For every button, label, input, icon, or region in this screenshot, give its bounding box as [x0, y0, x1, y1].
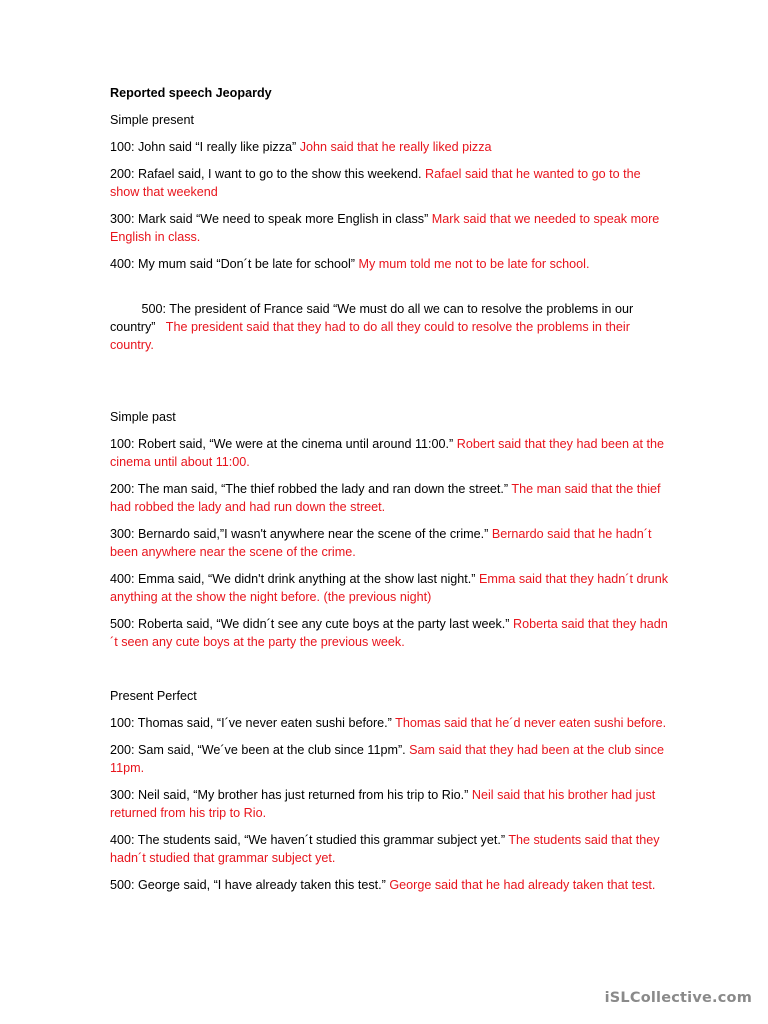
answer-text: Rafael said that he wanted to go to the show that weekend — [110, 167, 641, 199]
question-item — [110, 714, 670, 732]
question-item — [110, 786, 670, 822]
question-prompt: 400: Emma said, “We didn't drink anything at the show last night.” — [110, 572, 479, 586]
section-simple-past — [110, 408, 670, 651]
question-item — [110, 435, 670, 471]
question-item — [110, 615, 670, 651]
question-prompt: 100: Robert said, “We were at the cinema until around 11:00.” — [110, 437, 457, 451]
question-item — [110, 255, 670, 273]
answer-text: The students said that they hadn´t studied that grammar subject yet. — [110, 833, 660, 865]
section-heading: Simple past — [110, 410, 176, 424]
section-heading: Present Perfect — [110, 689, 197, 703]
answer-text: Thomas said that he´d never eaten sushi before. — [395, 716, 667, 730]
answer-text: John said that he really liked pizza — [299, 140, 492, 154]
section-simple-present — [110, 111, 670, 372]
question-item — [110, 741, 670, 777]
answer-text: Mark said that we needed to speak more English in class. — [110, 212, 660, 244]
section-heading: Simple present — [110, 113, 194, 127]
answer-text: Neil said that his brother had just returned from his trip to Rio. — [110, 788, 656, 820]
question-prompt: 200: The man said, “The thief robbed the lady and ran down the street.” — [110, 482, 512, 496]
answer-text: The man said that the thief had robbed the lady and had run down the street. — [110, 482, 661, 514]
question-prompt: 400: The students said, “We haven´t studied this grammar subject yet.” — [110, 833, 509, 847]
question-item — [110, 525, 670, 561]
question-prompt: 200: Sam said, “We´ve been at the club since 11pm”. — [110, 743, 410, 757]
section-spacer — [110, 660, 670, 687]
question-prompt: 100: John said “I really like pizza” — [110, 140, 300, 154]
answer-text: Roberta said that they hadn´t seen any cute boys at the party the previous week. — [110, 617, 668, 649]
answer-text: Sam said that they had been at the club since 11pm. — [110, 743, 664, 775]
question-item — [110, 165, 670, 201]
question-item — [110, 210, 670, 246]
question-prompt: 500: The president of France said “We must do all we can to resolve the problems in our country” — [110, 302, 637, 334]
answer-text: George said that he had already taken that test. — [389, 878, 656, 892]
question-prompt: 400: My mum said “Don´t be late for school” — [110, 257, 359, 271]
section-spacer — [110, 381, 670, 408]
watermark-logo: iSLCollective.com — [604, 990, 752, 1006]
question-item — [110, 570, 670, 606]
question-prompt: 200: Rafael said, I want to go to the show this weekend. — [110, 167, 426, 181]
question-prompt: 500: Roberta said, “We didn´t see any cute boys at the party last week.” — [110, 617, 513, 631]
document-title: Reported speech Jeopardy — [110, 86, 272, 100]
question-item — [110, 831, 670, 867]
answer-text: My mum told me not to be late for school. — [358, 257, 590, 271]
question-item — [110, 480, 670, 516]
question-item — [110, 138, 670, 156]
question-prompt: 300: Bernardo said,”I wasn't anywhere near the scene of the crime.” — [110, 527, 492, 541]
answer-text: Robert said that they had been at the cinema until about 11:00. — [110, 437, 665, 469]
answer-text: Emma said that they hadn´t drunk anything at the show the night before. (the previous night) — [110, 572, 668, 604]
answer-text: The president said that they had to do all they could to resolve the problems in their country. — [110, 320, 634, 352]
answer-text: Bernardo said that he hadn´t been anywhere near the scene of the crime. — [110, 527, 652, 559]
document-body — [110, 84, 670, 903]
question-prompt: 500: George said, “I have already taken this test.” — [110, 878, 390, 892]
question-prompt: 300: Neil said, “My brother has just returned from his trip to Rio.” — [110, 788, 472, 802]
question-item — [110, 876, 670, 894]
question-prompt: 100: Thomas said, “I´ve never eaten sushi before.” — [110, 716, 396, 730]
question-prompt: 300: Mark said “We need to speak more English in class” — [110, 212, 432, 226]
question-item — [110, 282, 670, 372]
section-present-perfect — [110, 687, 670, 894]
